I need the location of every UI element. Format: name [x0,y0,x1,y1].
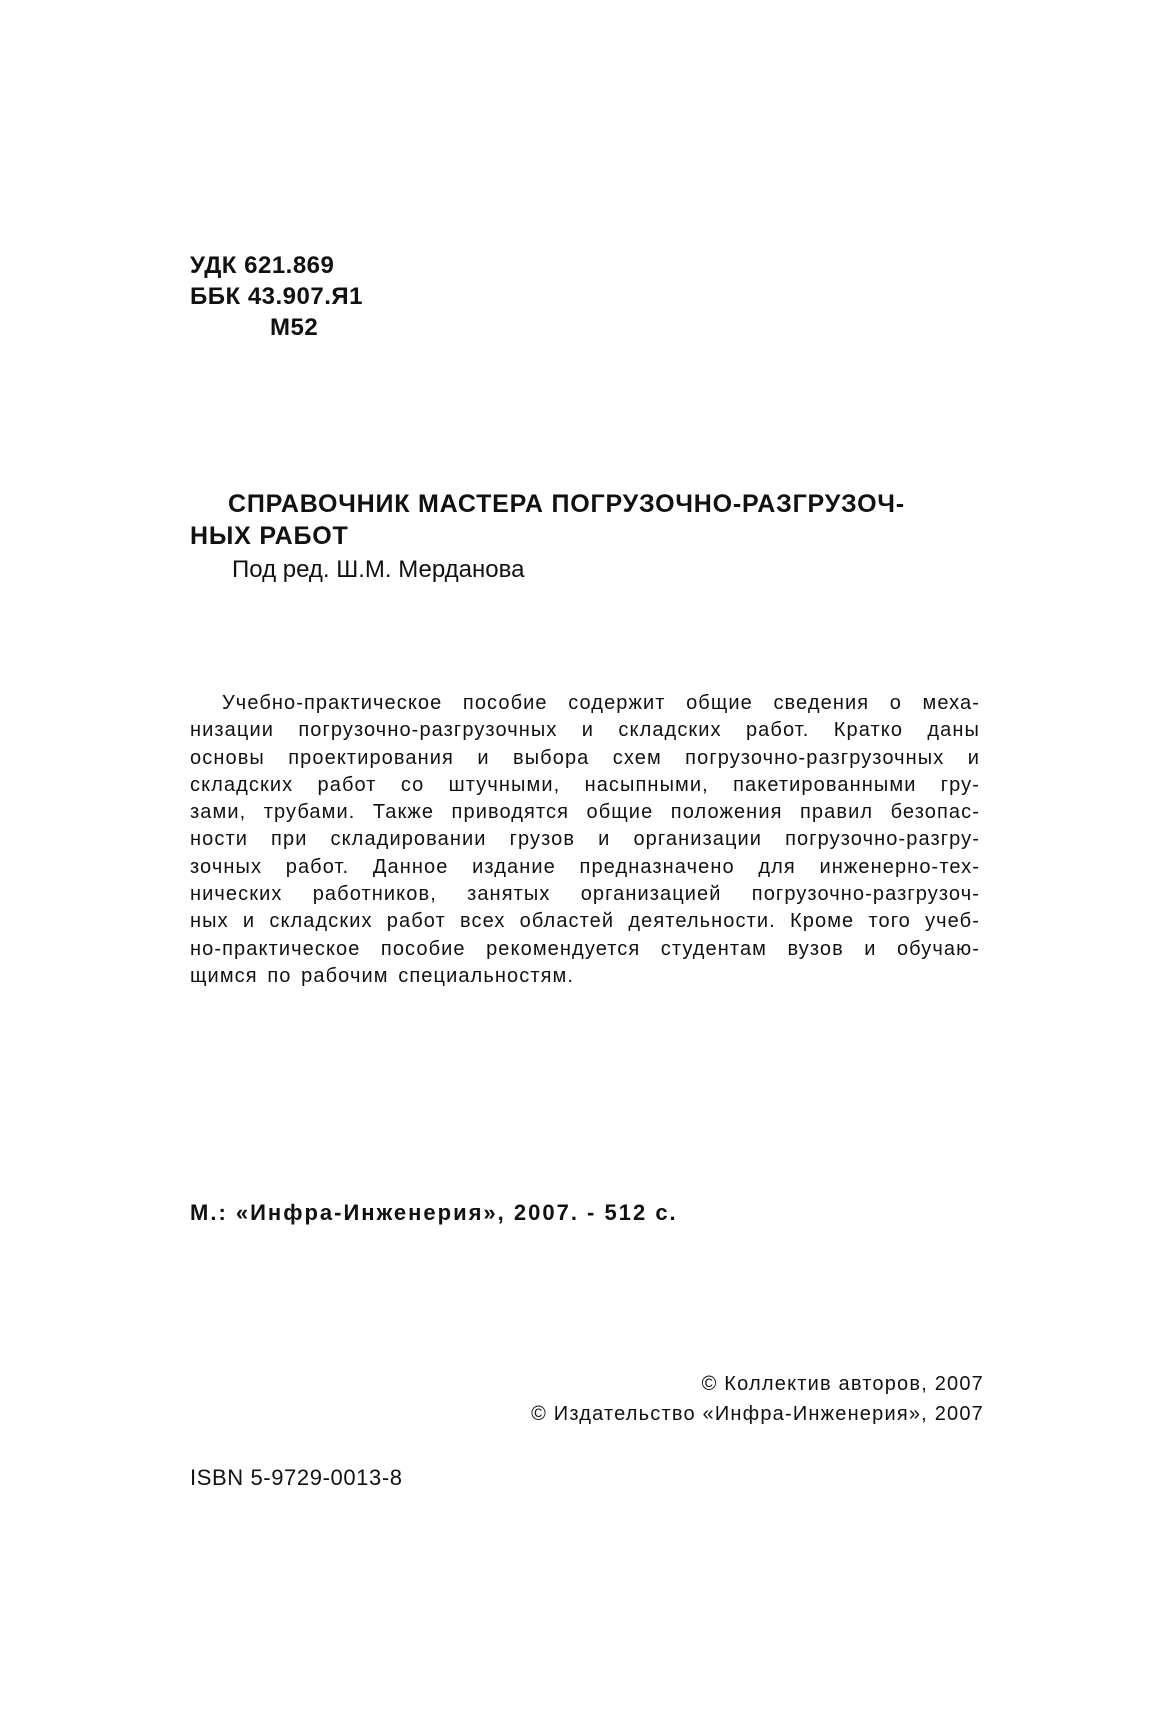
publisher-imprint: М.: «Инфра-Инженерия», 2007. - 512 с. [190,1200,678,1225]
isbn-number: ISBN 5-9729-0013-8 [190,1465,403,1490]
annotation-paragraph [190,690,980,990]
classification-codes [190,250,363,343]
editor-credit: Под ред. Ш.М. Мерданова [232,556,525,583]
annotation-line-2: низации погрузочно-разгрузочных и складских работ. Кратко даны [190,719,980,742]
copyright-notices [531,1369,984,1429]
author-mark: М52 [270,314,319,341]
annotation-line-11: щимся по рабочим специальностям. [190,964,575,987]
book-title-line-2: НЫХ РАБОТ [190,522,349,550]
bbk-code: ББК 43.907.Я1 [190,283,363,310]
annotation-line-3: основы проектирования и выбора схем погрузочно-разгрузочных и [190,746,980,769]
annotation-line-10: но-практическое пособие рекомендуется студентам вузов и обучаю- [190,937,980,960]
annotation-line-1: Учебно-практическое пособие содержит общие сведения о меха- [222,692,980,714]
annotation-line-8: нических работников, занятых организацией погрузочно-разгрузоч- [190,883,980,906]
book-title-line-1: СПРАВОЧНИК МАСТЕРА ПОГРУЗОЧНО-РАЗГРУЗОЧ- [228,490,905,518]
annotation-line-9: ных и складских работ всех областей деятельности. Кроме того учеб- [190,910,980,933]
copyright-publisher: © Издательство «Инфра-Инженерия», 2007 [531,1403,984,1425]
annotation-line-4: складских работ со штучными, насыпными, пакетированными гру- [190,773,980,796]
book-title [190,488,990,552]
annotation-line-5: зами, трубами. Также приводятся общие положения правил безопас- [190,801,980,824]
annotation-line-7: зочных работ. Данное издание предназначено для инженерно-тех- [190,855,980,878]
udc-code: УДК 621.869 [190,252,335,279]
copyright-authors: © Коллектив авторов, 2007 [701,1373,984,1395]
annotation-line-6: ности при складировании грузов и организации погрузочно-разгру- [190,828,980,851]
title-block [190,488,990,586]
